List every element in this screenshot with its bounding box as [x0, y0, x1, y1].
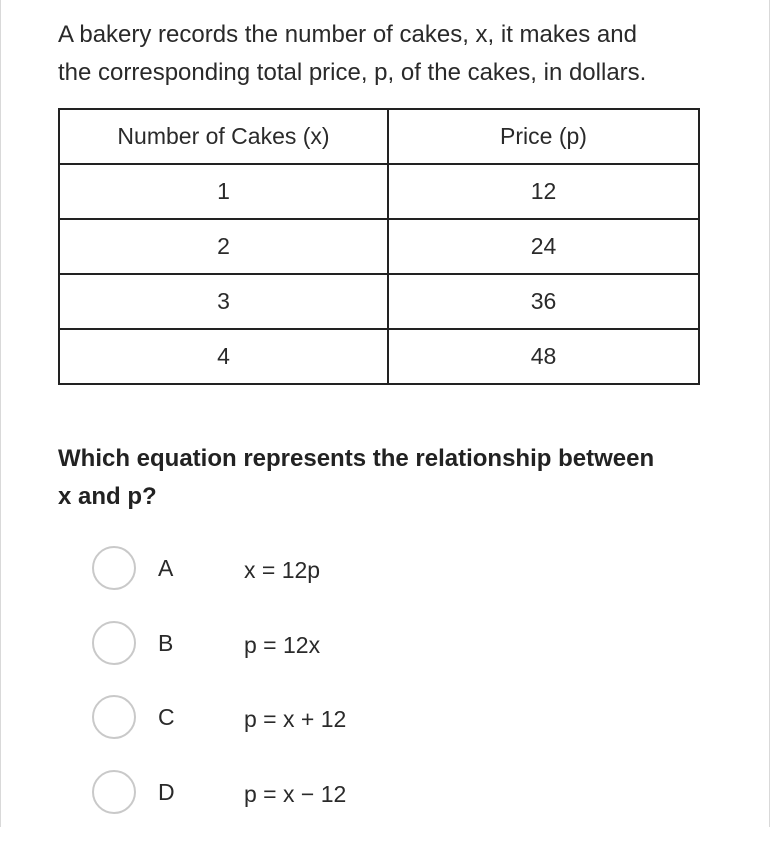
radio-button-d[interactable]: [92, 770, 136, 814]
problem-statement-line-1: A bakery records the number of cakes, x, it makes and: [58, 16, 738, 54]
question-line-2: x and p?: [58, 478, 738, 516]
option-letter: B: [158, 630, 173, 657]
answer-options: [92, 546, 692, 844]
answer-option-b[interactable]: [92, 621, 692, 696]
cell-cakes: 4: [59, 329, 388, 384]
answer-option-d[interactable]: [92, 770, 692, 844]
cell-cakes: 3: [59, 274, 388, 329]
column-header-cakes: Number of Cakes (x): [59, 109, 388, 164]
problem-statement-line-2: the corresponding total price, p, of the cakes, in dollars.: [58, 54, 738, 92]
cell-cakes: 1: [59, 164, 388, 219]
question-prompt: [58, 440, 738, 516]
option-letter: C: [158, 704, 175, 731]
table-header-row: [59, 109, 699, 164]
option-letter: D: [158, 779, 175, 806]
cell-price: 24: [388, 219, 699, 274]
option-equation: p = x − 12: [244, 781, 346, 808]
problem-statement: [58, 16, 738, 92]
table-row: [59, 274, 699, 329]
cell-price: 36: [388, 274, 699, 329]
table-row: [59, 219, 699, 274]
radio-button-c[interactable]: [92, 695, 136, 739]
question-line-1: Which equation represents the relationship between: [58, 440, 738, 478]
option-equation: x = 12p: [244, 557, 320, 584]
column-header-price: Price (p): [388, 109, 699, 164]
answer-option-a[interactable]: [92, 546, 692, 621]
cell-cakes: 2: [59, 219, 388, 274]
answer-option-c[interactable]: [92, 695, 692, 770]
option-equation: p = x + 12: [244, 706, 346, 733]
data-table: [58, 108, 700, 385]
cell-price: 48: [388, 329, 699, 384]
option-equation: p = 12x: [244, 632, 320, 659]
cell-price: 12: [388, 164, 699, 219]
option-letter: A: [158, 555, 173, 582]
radio-button-a[interactable]: [92, 546, 136, 590]
table-row: [59, 329, 699, 384]
table-row: [59, 164, 699, 219]
radio-button-b[interactable]: [92, 621, 136, 665]
